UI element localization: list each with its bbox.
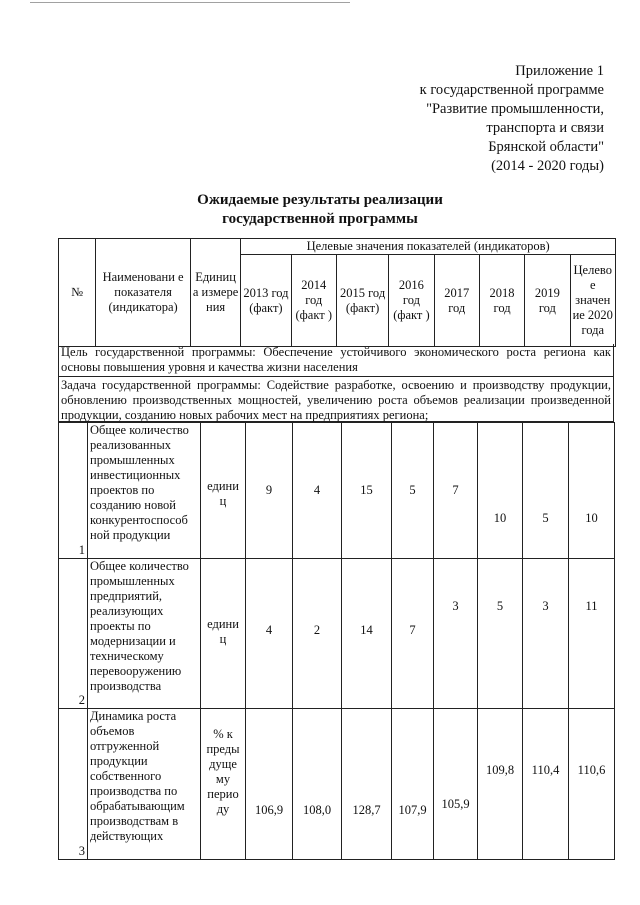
header-unit: Единиц а измере ния xyxy=(190,239,240,347)
table-row xyxy=(59,709,615,860)
program-task: Задача государственной программы: Содействие разработке, освоению и производству продукции, обновлению производственных мощностей, увеличению роста объемов реализации произведенной продукции, созданию новых рабочих мест на предприятиях региона; xyxy=(58,377,614,422)
value-2018: 10 xyxy=(478,423,523,559)
program-goal: Цель государственной программы: Обеспечение устойчивого экономического роста региона как основы повышения уровня и качества жизни населения xyxy=(58,344,614,377)
appendix-line: (2014 - 2020 годы) xyxy=(491,158,604,174)
value-2013: 9 xyxy=(246,423,293,559)
unit: едини ц xyxy=(201,559,246,709)
value-2019: 5 xyxy=(523,423,569,559)
value-2014: 108,0 xyxy=(293,709,342,860)
value-2015: 14 xyxy=(342,559,392,709)
value-2016: 107,9 xyxy=(392,709,434,860)
header-no: № xyxy=(59,239,96,347)
unit: % к преды дуще му перио ду xyxy=(201,709,246,860)
value-2015: 128,7 xyxy=(342,709,392,860)
appendix-header xyxy=(420,62,604,176)
value-2019: 110,4 xyxy=(523,709,569,860)
row-number: 1 xyxy=(59,423,88,559)
title-line-1: Ожидаемые результаты реализации xyxy=(197,192,443,208)
value-2015: 15 xyxy=(342,423,392,559)
header-year: Целево е значен ие 2020 года xyxy=(570,255,615,347)
value-2020-target: 11 xyxy=(569,559,615,709)
value-2013: 106,9 xyxy=(246,709,293,860)
appendix-line: Брянской области" xyxy=(488,139,604,155)
appendix-line: транспорта и связи xyxy=(486,120,604,136)
unit: едини ц xyxy=(201,423,246,559)
indicator-name: Динамика роста объемов отгруженной продукции собственного производства по обрабатывающим производствам в действующих xyxy=(88,709,201,860)
document-title xyxy=(0,191,640,229)
indicator-name: Общее количество реализованных промышленных инвестиционных проектов по созданию новой конкурентоспособ ной продукции xyxy=(88,423,201,559)
header-year: 2017 год xyxy=(434,255,479,347)
table-row xyxy=(59,423,615,559)
title-line-2: государственной программы xyxy=(222,211,418,227)
value-2019: 3 xyxy=(523,559,569,709)
value-2018: 109,8 xyxy=(478,709,523,860)
value-2017: 7 xyxy=(434,423,478,559)
indicators-table xyxy=(58,422,615,860)
table-row xyxy=(59,559,615,709)
header-year: 2015 год (факт) xyxy=(336,255,388,347)
value-2014: 4 xyxy=(293,423,342,559)
appendix-line: к государственной программе xyxy=(419,82,604,98)
header-year: 2018 год xyxy=(479,255,524,347)
value-2017: 3 xyxy=(434,559,478,709)
value-2016: 5 xyxy=(392,423,434,559)
row-number: 2 xyxy=(59,559,88,709)
row-number: 3 xyxy=(59,709,88,860)
header-year: 2013 год (факт) xyxy=(241,255,291,347)
header-year: 2016 год (факт ) xyxy=(389,255,434,347)
value-2013: 4 xyxy=(246,559,293,709)
value-2018: 5 xyxy=(478,559,523,709)
value-2017: 105,9 xyxy=(434,709,478,860)
header-year: 2019 год xyxy=(525,255,570,347)
header-target-values: Целевые значения показателей (индикаторов) xyxy=(241,239,616,255)
value-2020-target: 10 xyxy=(569,423,615,559)
indicator-name: Общее количество промышленных предприятий, реализующих проекты по модернизации и техническому перевооружению производства xyxy=(88,559,201,709)
header-year: 2014 год (факт ) xyxy=(291,255,336,347)
header-table xyxy=(58,238,616,347)
value-2016: 7 xyxy=(392,559,434,709)
appendix-line: Приложение 1 xyxy=(515,63,604,79)
appendix-line: "Развитие промышленности, xyxy=(426,101,604,117)
value-2020-target: 110,6 xyxy=(569,709,615,860)
value-2014: 2 xyxy=(293,559,342,709)
header-indicator-name: Наименовани е показателя (индикатора) xyxy=(96,239,191,347)
scan-top-line xyxy=(30,2,350,3)
